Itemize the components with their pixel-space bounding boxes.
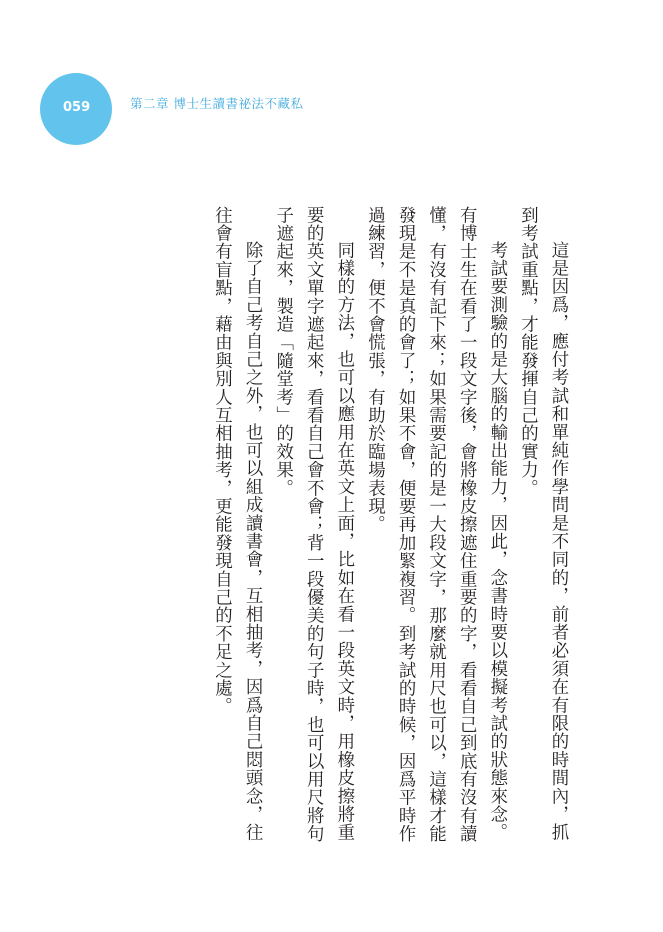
paragraph: 這是因爲，應付考試和單純作學問是不同的，前者必須在有限的時間內，抓到考試重點，才能發揮自己的實力。 <box>517 206 568 842</box>
body-text <box>173 206 573 856</box>
paragraph: 同樣的方法，也可以應用在英文上面，比如在看一段英文時，用橡皮擦將重要的英文單字遮起來，看看自己會不會；背一段優美的句子時，也可以用尺將句子遮起來，製造「隨堂考」的效果。 <box>272 206 354 843</box>
paragraph: 除了自己考自己之外，也可以組成讀書會，互相抽考，因爲自己悶頭念，往往會有盲點，藉由與別人互相抽考，更能發現自己的不足之處。 <box>211 206 263 842</box>
paragraph: 考試要測驗的是大腦的輸出能力，因此，念書時要以模擬考試的狀態來念。有博士生在看了一段文字後，會將橡皮擦遮住重要的字，看看自己到底有沒有讀懂，有沒有記下來；如果需要記的是一大段文字，那麼就用尺也可以，這樣才能發現是不是真的會了；如果不會，便要再加緊複習。到考試的時候，因爲平時作過練習，便不會慌張，有助於臨場表現。 <box>364 206 507 843</box>
chapter-title: 第二章 博士生讀書祕法不藏私 <box>130 96 304 111</box>
page-number-badge <box>40 73 112 145</box>
page-number: 059 <box>63 100 91 115</box>
